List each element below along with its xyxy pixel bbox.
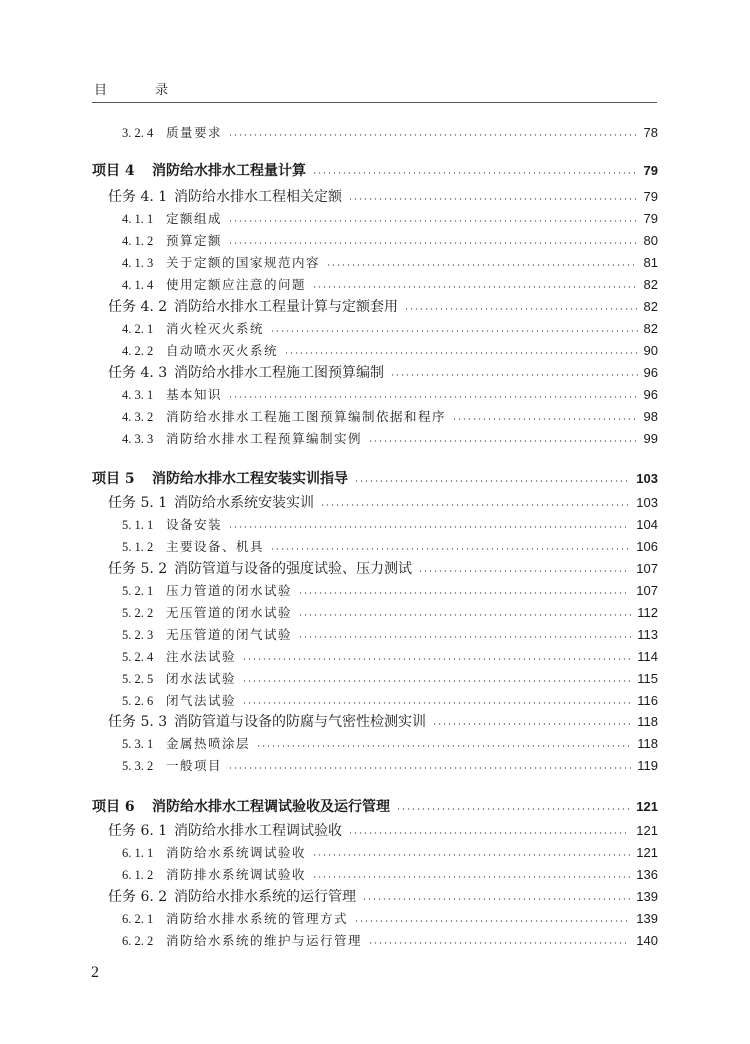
dot-leader: [390, 374, 638, 376]
toc-entry-section[interactable]: [122, 755, 658, 777]
entry-number: 5. 2. 6: [122, 694, 154, 708]
entry-number: 6. 1. 2: [122, 868, 154, 882]
entry-title: 消防给水排水工程量计算: [152, 163, 306, 179]
entry-title: 消防给水排水工程施工图预算编制依据和程序: [166, 409, 447, 424]
entry-number: 4. 2. 2: [122, 344, 154, 358]
entry-number: 任务 4. 3: [108, 365, 168, 381]
entry-title: 注水法试验: [166, 649, 237, 664]
entry-page: 139: [636, 911, 658, 926]
dot-leader: [242, 702, 631, 704]
entry-title: 消防给水排水工程预算编制实例: [166, 431, 363, 446]
entry-title: 主要设备、机具: [166, 539, 265, 554]
entry-page: 79: [643, 211, 658, 226]
entry-page: 119: [637, 758, 658, 773]
entry-title: 定额组成: [166, 211, 223, 226]
dot-leader: [298, 636, 631, 638]
dot-leader: [242, 658, 631, 660]
entry-page: 96: [643, 387, 658, 402]
entry-page: 90: [643, 343, 658, 358]
toc-entry-section[interactable]: [122, 690, 658, 712]
entry-page: 121: [636, 823, 658, 838]
entry-title: 金属热喷涂层: [166, 736, 251, 751]
toc-entry-section[interactable]: [122, 536, 658, 558]
toc-entry-section[interactable]: [122, 602, 658, 624]
entry-number: 6. 2. 1: [122, 912, 154, 926]
entry-page: 98: [643, 409, 658, 424]
toc-entry-task[interactable]: [108, 886, 658, 908]
entry-page: 118: [637, 736, 658, 751]
entry-number: 项目 5: [92, 471, 135, 487]
entry-number: 5. 2. 4: [122, 650, 154, 664]
entry-page: 79: [643, 189, 658, 204]
entry-number: 任务 5. 1: [108, 495, 168, 511]
page-number: 2: [91, 964, 99, 981]
entry-number: 任务 4. 2: [108, 299, 168, 315]
toc-entry-section[interactable]: [122, 384, 658, 406]
toc-entry-section[interactable]: [122, 122, 658, 144]
dot-leader: [326, 264, 638, 266]
entry-number: 5. 3. 2: [122, 759, 154, 773]
entry-number: 4. 1. 2: [122, 234, 154, 248]
entry-page: 114: [637, 649, 658, 664]
entry-number: 5. 3. 1: [122, 737, 154, 751]
dot-leader: [312, 854, 630, 856]
toc-entry-task[interactable]: [108, 186, 658, 208]
entry-number: 5. 2. 5: [122, 672, 154, 686]
entry-page: 136: [636, 867, 658, 882]
entry-title: 消防给水排水工程调试验收: [174, 823, 342, 839]
entry-page: 121: [636, 845, 658, 860]
dot-leader: [396, 808, 630, 810]
entry-title: 消防管道与设备的强度试验、压力测试: [174, 561, 412, 577]
entry-title: 消防排水系统调试验收: [166, 867, 307, 882]
dot-leader: [228, 242, 638, 244]
entry-title: 消防给水排水工程调试验收及运行管理: [152, 799, 390, 815]
entry-title: 关于定额的国家规范内容: [166, 255, 321, 270]
toc-entry-section[interactable]: [122, 406, 658, 428]
header-title: 目 录: [94, 83, 191, 98]
toc-entry-project[interactable]: [92, 468, 658, 490]
dot-leader: [348, 832, 630, 834]
entry-page: 112: [637, 605, 658, 620]
entry-page: 82: [643, 299, 658, 314]
entry-page: 106: [636, 539, 658, 554]
entry-page: 78: [643, 125, 658, 140]
entry-number: 5. 1. 1: [122, 518, 154, 532]
entry-title: 压力管道的闭水试验: [166, 583, 293, 598]
entry-number: 5. 1. 2: [122, 540, 154, 554]
toc-entry-section[interactable]: [122, 646, 658, 668]
entry-title: 消防管道与设备的防腐与气密性检测实训: [174, 714, 426, 730]
toc-entry-section[interactable]: [122, 428, 658, 450]
dot-leader: [270, 548, 630, 550]
entry-page: 139: [636, 889, 658, 904]
entry-number: 3. 2. 4: [122, 126, 154, 140]
dot-leader: [320, 504, 630, 506]
toc-entry-section[interactable]: [122, 274, 658, 296]
toc-entry-task[interactable]: [108, 296, 658, 318]
entry-number: 4. 3. 1: [122, 388, 154, 402]
dot-leader: [362, 898, 630, 900]
entry-title: 消防给水排水工程安装实训指导: [152, 471, 348, 487]
toc-entry-section[interactable]: [122, 318, 658, 340]
toc-entry-section[interactable]: [122, 340, 658, 362]
entry-title: 设备安装: [166, 517, 223, 532]
entry-title: 一般项目: [166, 758, 223, 773]
dot-leader: [354, 920, 630, 922]
entry-number: 5. 2. 1: [122, 584, 154, 598]
entry-page: 103: [636, 495, 658, 510]
dot-leader: [242, 680, 631, 682]
dot-leader: [284, 352, 638, 354]
entry-page: 79: [643, 163, 658, 178]
toc-entry-section[interactable]: [122, 580, 658, 602]
toc-entry-section[interactable]: [122, 842, 658, 864]
entry-page: 96: [643, 365, 658, 380]
toc-entry-task[interactable]: [108, 820, 658, 842]
entry-page: 121: [636, 799, 658, 814]
entry-page: 107: [636, 583, 658, 598]
dot-leader: [368, 440, 638, 442]
entry-title: 闭水法试验: [166, 671, 237, 686]
entry-title: 消防给水排水工程量计算与定额套用: [174, 299, 398, 315]
dot-leader: [348, 198, 638, 200]
toc-entry-section[interactable]: [122, 252, 658, 274]
entry-number: 4. 2. 1: [122, 322, 154, 336]
dot-leader: [298, 592, 630, 594]
toc-entry-task[interactable]: [108, 492, 658, 514]
dot-leader: [312, 286, 638, 288]
entry-page: 82: [643, 321, 658, 336]
dot-leader: [298, 614, 631, 616]
entry-number: 任务 4. 1: [108, 189, 168, 205]
entry-title: 无压管道的闭水试验: [166, 605, 293, 620]
entry-title: 消防给水排水工程相关定额: [174, 189, 342, 205]
entry-number: 5. 2. 3: [122, 628, 154, 642]
entry-title: 无压管道的闭气试验: [166, 627, 293, 642]
entry-title: 闭气法试验: [166, 693, 237, 708]
toc-entry-section[interactable]: [122, 864, 658, 886]
entry-page: 104: [636, 517, 658, 532]
dot-leader: [228, 767, 631, 769]
toc-entry-section[interactable]: [122, 668, 658, 690]
dot-leader: [404, 308, 638, 310]
toc-entry-section[interactable]: [122, 930, 658, 952]
toc-entry-section[interactable]: [122, 908, 658, 930]
entry-number: 任务 5. 3: [108, 714, 168, 730]
entry-number: 任务 5. 2: [108, 561, 168, 577]
dot-leader: [228, 526, 630, 528]
entry-number: 4. 1. 4: [122, 278, 154, 292]
entry-page: 99: [643, 431, 658, 446]
dot-leader: [432, 723, 631, 725]
entry-page: 118: [637, 714, 658, 729]
entry-title: 使用定额应注意的问题: [166, 277, 307, 292]
dot-leader: [228, 220, 638, 222]
entry-page: 107: [636, 561, 658, 576]
toc-entry-section[interactable]: [122, 624, 658, 646]
toc-entry-section[interactable]: [122, 514, 658, 536]
entry-title: 消火栓灭火系统: [166, 321, 265, 336]
entry-number: 任务 6. 1: [108, 823, 168, 839]
entry-number: 任务 6. 2: [108, 889, 168, 905]
entry-number: 6. 1. 1: [122, 846, 154, 860]
entry-title: 消防给水排水系统的运行管理: [174, 889, 356, 905]
entry-title: 消防给水系统调试验收: [166, 845, 307, 860]
entry-title: 消防给水系统的维护与运行管理: [166, 933, 363, 948]
dot-leader: [256, 745, 631, 747]
dot-leader: [270, 330, 638, 332]
dot-leader: [452, 418, 638, 420]
entry-number: 5. 2. 2: [122, 606, 154, 620]
entry-title: 自动喷水灭火系统: [166, 343, 279, 358]
dot-leader: [228, 134, 638, 136]
dot-leader: [418, 570, 630, 572]
entry-number: 4. 1. 3: [122, 256, 154, 270]
entry-page: 113: [637, 627, 658, 642]
entry-title: 基本知识: [166, 387, 223, 402]
entry-title: 预算定额: [166, 233, 223, 248]
entry-number: 4. 1. 1: [122, 212, 154, 226]
toc-entry-section[interactable]: [122, 230, 658, 252]
entry-page: 115: [637, 671, 658, 686]
entry-page: 81: [643, 255, 658, 270]
entry-title: 消防给水系统安装实训: [174, 495, 314, 511]
entry-page: 82: [643, 277, 658, 292]
toc-entry-task[interactable]: [108, 558, 658, 580]
entry-number: 项目 4: [92, 163, 135, 179]
dot-leader: [354, 480, 630, 482]
toc-entry-section[interactable]: [122, 208, 658, 230]
entry-number: 4. 3. 2: [122, 410, 154, 424]
entry-number: 项目 6: [92, 799, 135, 815]
toc-entry-task[interactable]: [108, 362, 658, 384]
toc-entry-section[interactable]: [122, 733, 658, 755]
entry-title: 消防给水排水工程施工图预算编制: [174, 365, 384, 381]
entry-number: 6. 2. 2: [122, 934, 154, 948]
dot-leader: [312, 876, 630, 878]
entry-page: 80: [643, 233, 658, 248]
toc-entry-project[interactable]: [92, 160, 658, 182]
entry-page: 140: [636, 933, 658, 948]
entry-title: 消防给水排水系统的管理方式: [166, 911, 349, 926]
entry-page: 103: [636, 471, 658, 486]
dot-leader: [368, 942, 630, 944]
dot-leader: [228, 396, 638, 398]
toc-entry-project[interactable]: [92, 796, 658, 818]
entry-page: 116: [637, 693, 658, 708]
toc-entry-task[interactable]: [108, 711, 658, 733]
dot-leader: [312, 172, 638, 174]
entry-number: 4. 3. 3: [122, 432, 154, 446]
entry-title: 质量要求: [166, 125, 223, 140]
